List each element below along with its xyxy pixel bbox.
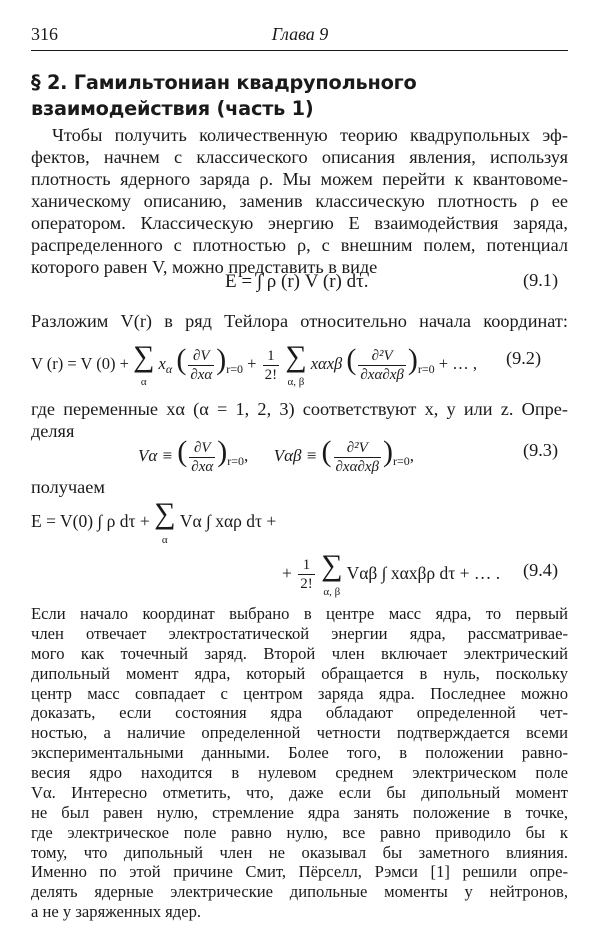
sum-index: α, β xyxy=(323,586,341,599)
page-number: 316 xyxy=(31,24,58,44)
eq-tail: + … , xyxy=(438,354,477,373)
text-line: ханическому описанию, заменив классическую плотность ρ ее xyxy=(31,191,568,211)
text-line: Именно по этой причине Смит, Пёрселл, Рэмси [1] решили опре- xyxy=(31,862,568,882)
equation-number: (9.3) xyxy=(523,440,559,460)
fraction: $\frac{\text{∂²V}}{\partial x\alpha\partial x\beta}$ xyxy=(360,347,404,383)
eq-term: Vα ∫ xαρ dτ + xyxy=(179,511,277,531)
eq-subscript: r=0 xyxy=(226,362,244,376)
equation-9-3: Vα ≡ ( $\frac{\partial V}{\partial x\alpha}$ )$_{r=0}$, Vαβ ≡ ( $\frac{\text{∂²V}}{\partial x\alpha\partial x\beta}$ )$_{r=0}$, xyxy=(138,435,414,475)
eq-lhs: Vαβ ≡ xyxy=(273,446,318,465)
eq-term: + xyxy=(282,563,292,583)
sum-sign: ∑ α, β xyxy=(321,549,343,599)
eq-term: Vαβ ∫ xαxβρ dτ + … . xyxy=(346,563,501,583)
text-line: ностью, а наличие определенной четности подтверждается всеми xyxy=(31,723,568,743)
equation-number: (9.2) xyxy=(506,348,542,368)
sum-sign: ∑ α xyxy=(154,497,176,547)
sum-sign: ∑ α, β xyxy=(285,339,307,388)
text-line: член отвечает электростатической энергии ядра, рассматривае- xyxy=(31,623,568,643)
header-rule xyxy=(31,50,568,51)
text-line: Vα. Интересно отметить, что, даже если бы дипольный момент xyxy=(31,782,568,802)
equation-9-1: E = ∫ ρ (r) V (r) dτ. xyxy=(225,271,369,292)
text-line: Чтобы получить количественную теорию квадрупольных эф- xyxy=(52,125,568,145)
equation-9-2: V (r) = V (0) + ∑ α $x_\alpha$ ( $\frac{\partial V}{\partial x\alpha}$ )$_{r=0}$ + $\frac{1}{2!}$ ∑ α, β xαxβ ( $\frac{\text{∂²V}}{\partial x\alpha\partial x\beta}$ )$_{r=0}$ + … , xyxy=(31,339,477,388)
section-title-line: взаимодействия (часть 1) xyxy=(31,97,314,120)
fraction: $\frac{1}{2!}$ xyxy=(264,347,278,383)
eq-subscript: r=0 xyxy=(417,362,435,376)
eq-term: x xyxy=(158,354,166,373)
running-title: Глава 9 xyxy=(271,24,329,44)
text-line: тому, что дипольный член не оказывал бы заметного влияния. xyxy=(31,842,568,862)
eq-subscript: α xyxy=(165,362,173,376)
eq-term: E = V(0) ∫ ρ dτ + xyxy=(31,511,150,531)
fraction: $\frac{1}{2!}$ xyxy=(300,557,313,593)
text-line: оператором. Классическую энергию E взаимодействия заряда, xyxy=(31,213,568,233)
text-line: где электрическое поле равно нулю, все равно приводило бы к xyxy=(31,822,568,842)
sum-index: α xyxy=(161,534,168,547)
sum-index: α, β xyxy=(287,375,305,388)
eq-term: xαxβ xyxy=(310,354,343,373)
equation-9-4-line1 xyxy=(31,498,276,547)
fraction: $\frac{\partial V}{\partial x\alpha}$ xyxy=(191,439,214,475)
eq-lhs: Vα ≡ xyxy=(138,446,174,465)
text-line: экспериментальными данными. Более того, в положении равно- xyxy=(31,743,568,763)
text-line: центр масс совпадает с центром заряда ядра. Последнее можно xyxy=(31,683,568,703)
text-line: доказать, если состояния ядра обладают определенной чет- xyxy=(31,703,568,723)
eq-subscript: r=0 xyxy=(227,454,244,468)
equation-number: (9.1) xyxy=(523,270,559,290)
text-line: делять ядерные электрические дипольные моменты у нейтронов, xyxy=(31,882,568,902)
equation-number: (9.4) xyxy=(523,560,559,580)
section-title-line: § 2. Гамильтониан квадрупольного xyxy=(31,71,417,94)
fraction: $\frac{\partial V}{\partial x\alpha}$ xyxy=(190,347,213,383)
eq-subscript: r=0 xyxy=(392,454,410,468)
text-line: не был равен нулю, стремление ядра занять положение в точке, xyxy=(31,802,568,822)
eq-lhs: V (r) = V (0) + xyxy=(31,354,129,373)
equation-9-4-line2 xyxy=(282,550,500,599)
text-line: где переменные xα (α = 1, 2, 3) соответствуют x, y или z. Опре- xyxy=(31,399,568,419)
text-line: Если начало координат выбрано в центре масс ядра, то первый xyxy=(31,604,568,623)
text-line: дипольный момент ядра, который обращается в нуль, поскольку xyxy=(31,663,568,683)
text-line: а не у заряженных ядер. xyxy=(31,902,202,922)
text-line: весия ядро находится в нулевом среднем электрическом поле xyxy=(31,763,568,782)
text-line: деляя xyxy=(31,421,75,441)
text-line: мого как точечный заряд. Второй член включает электрический xyxy=(31,643,568,663)
fraction: $\frac{\text{∂²V}}{\partial x\alpha\partial x\beta}$ xyxy=(335,439,379,475)
text-line: которого равен V, можно представить в виде xyxy=(31,257,378,277)
sum-index: α xyxy=(140,375,147,388)
text-line: плотность ядерного заряда ρ. Мы можем перейти к квантовоме- xyxy=(31,169,568,189)
text-line: Разложим V(r) в ряд Тейлора относительно начала координат: xyxy=(31,311,568,331)
section-title xyxy=(31,70,571,122)
text-line: фектов, начнем с классического описания явления, используя xyxy=(31,147,568,167)
text-line: получаем xyxy=(31,477,105,497)
sum-sign: ∑ α xyxy=(133,339,155,388)
text-line: распределенного с плотностью ρ, с внешним полем, потенциал xyxy=(31,235,568,255)
